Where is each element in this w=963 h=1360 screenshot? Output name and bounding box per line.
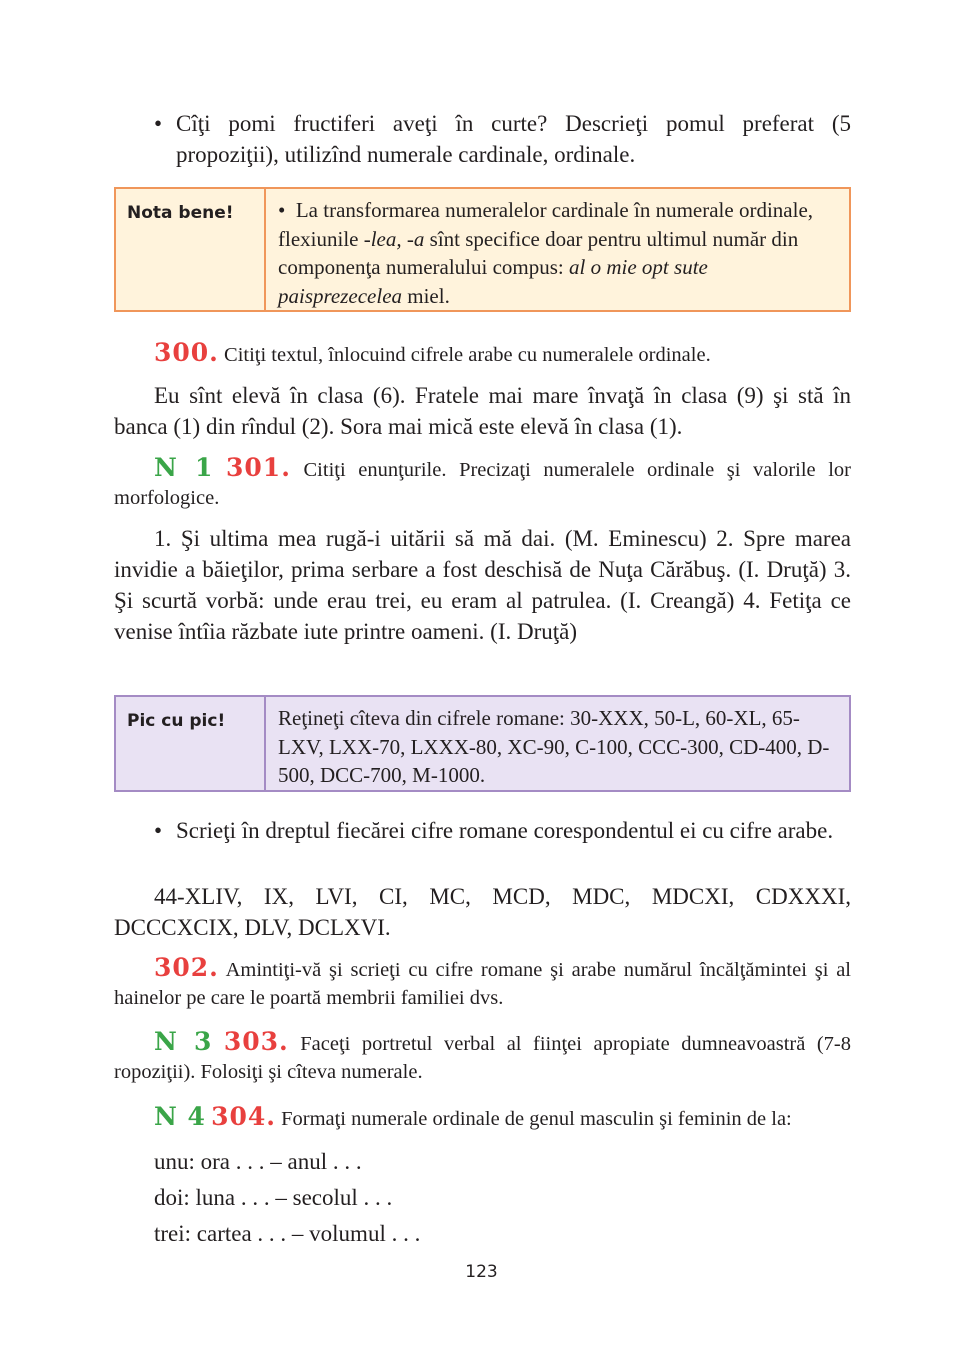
bullet-marker: •: [154, 818, 163, 843]
exercise-303-heading: [114, 1028, 851, 1086]
exercise-304-heading: [114, 1103, 851, 1133]
pic-cu-pic-box: [114, 695, 851, 792]
exercise-300-heading: [114, 339, 851, 369]
nota-bene-text-b: sînt specifice doar pentru ultimul număr din componenţa numeralului compus:: [278, 226, 799, 279]
exercise-304-level: N 4: [154, 1102, 206, 1131]
nota-bene-suffixes: -lea, -a: [363, 226, 425, 251]
exercise-303-instruction: Faceţi portretul verbal al fiinţei apropiate dumneavoastră (7-8 ropoziţii). Folosiţi şi cîteva numerale.: [114, 1033, 852, 1083]
exercise-304-line: doi: luna . . . – secolul . . .: [154, 1185, 393, 1210]
nota-bene-bullet: •: [278, 198, 286, 222]
pic-cu-pic-text: Reţineţi cîteva din cifrele romane: 30-XXX, 50-L, 60-XL, 65-LXV, LXX-70, LXXX-80, XC-90, C-100, CCC-300, CD-400, D-500, DCC-700, M-1000.: [278, 706, 830, 787]
exercise-302-instruction: Amintiţi-vă şi scrieţi cu cifre romane şi arabe numărul încălţămintei şi al hainelor pe care le poartă membrii familiei dvs.: [114, 959, 851, 1009]
exercise-300-text: Eu sînt elevă în clasa (6). Fratele mai mare învaţă în clasa (9) şi stă în banca (1) din rîndul (2). Sora mai mică este elevă în clasa (1).: [114, 383, 851, 439]
intro-question-text: Cîţi pomi fructiferi aveţi în curte? Descrieţi pomul preferat (5 propoziţii), utilizînd numerale cardinale, ordinale.: [176, 111, 851, 167]
nota-bene-example: al o mie opt sute paisprezecelea: [278, 255, 708, 308]
roman-task-instruction: Scrieţi în dreptul fiecărei cifre romane corespondentul ei cu cifre arabe.: [176, 818, 834, 843]
nota-bene-label: Nota bene!: [116, 189, 266, 310]
roman-task-bullet: [154, 815, 851, 846]
nota-bene-text-a: La transformarea numeralelor cardinale în numerale ordinale, flexiunile: [278, 198, 814, 251]
exercise-301-instruction: Citiţi enunţurile. Precizaţi numeralele ordinale şi valorile lor morfologice.: [114, 459, 852, 509]
exercise-302-number: 302.: [154, 953, 219, 982]
exercise-303-level: N 3: [154, 1027, 213, 1056]
exercise-303-number: 303.: [223, 1027, 289, 1056]
exercise-301-text: 1. Şi ultima mea rugă-i uitării să mă dai. (M. Eminescu) 2. Spre marea invidie a băieţilor, prima serbare a fost deschisă de Nuţa Cărăbuş. (I. Druţă) 3. Şi scurtă vorbă: unde erau trei, eu eram al patrulea. (I. Creangă) 4. Fetiţa ce venise întîia răzbate iute printre oameni. (I. Druţă): [114, 526, 851, 644]
nota-bene-text: [266, 189, 849, 310]
page-number: 123: [465, 1262, 498, 1282]
bullet-marker: •: [154, 111, 163, 136]
exercise-304-number: 304.: [211, 1102, 276, 1131]
intro-question: [154, 108, 851, 170]
exercise-302-heading: [114, 954, 851, 1012]
exercise-301-number: 301.: [226, 453, 291, 482]
exercise-301-heading: [114, 454, 851, 512]
roman-numerals-list: 44-XLIV, IX, LVI, CI, MC, MCD, MDC, MDCXI, CDXXXI, DCCCXCIX, DLV, DCLXVI.: [114, 884, 851, 940]
exercise-300-number: 300.: [154, 338, 219, 367]
nota-bene-text-c: miel.: [402, 283, 450, 308]
exercise-304-line: trei: cartea . . . – volumul . . .: [154, 1221, 421, 1246]
exercise-300-instruction: Citiţi textul, înlocuind cifrele arabe cu numeralele ordinale.: [224, 344, 711, 366]
pic-cu-pic-label: Pic cu pic!: [116, 697, 266, 790]
exercise-304-instruction: Formaţi numerale ordinale de genul masculin şi feminin de la:: [281, 1108, 792, 1130]
nota-bene-box: [114, 187, 851, 312]
exercise-301-level: N 1: [154, 453, 214, 482]
exercise-304-line: unu: ora . . . – anul . . .: [154, 1149, 362, 1174]
